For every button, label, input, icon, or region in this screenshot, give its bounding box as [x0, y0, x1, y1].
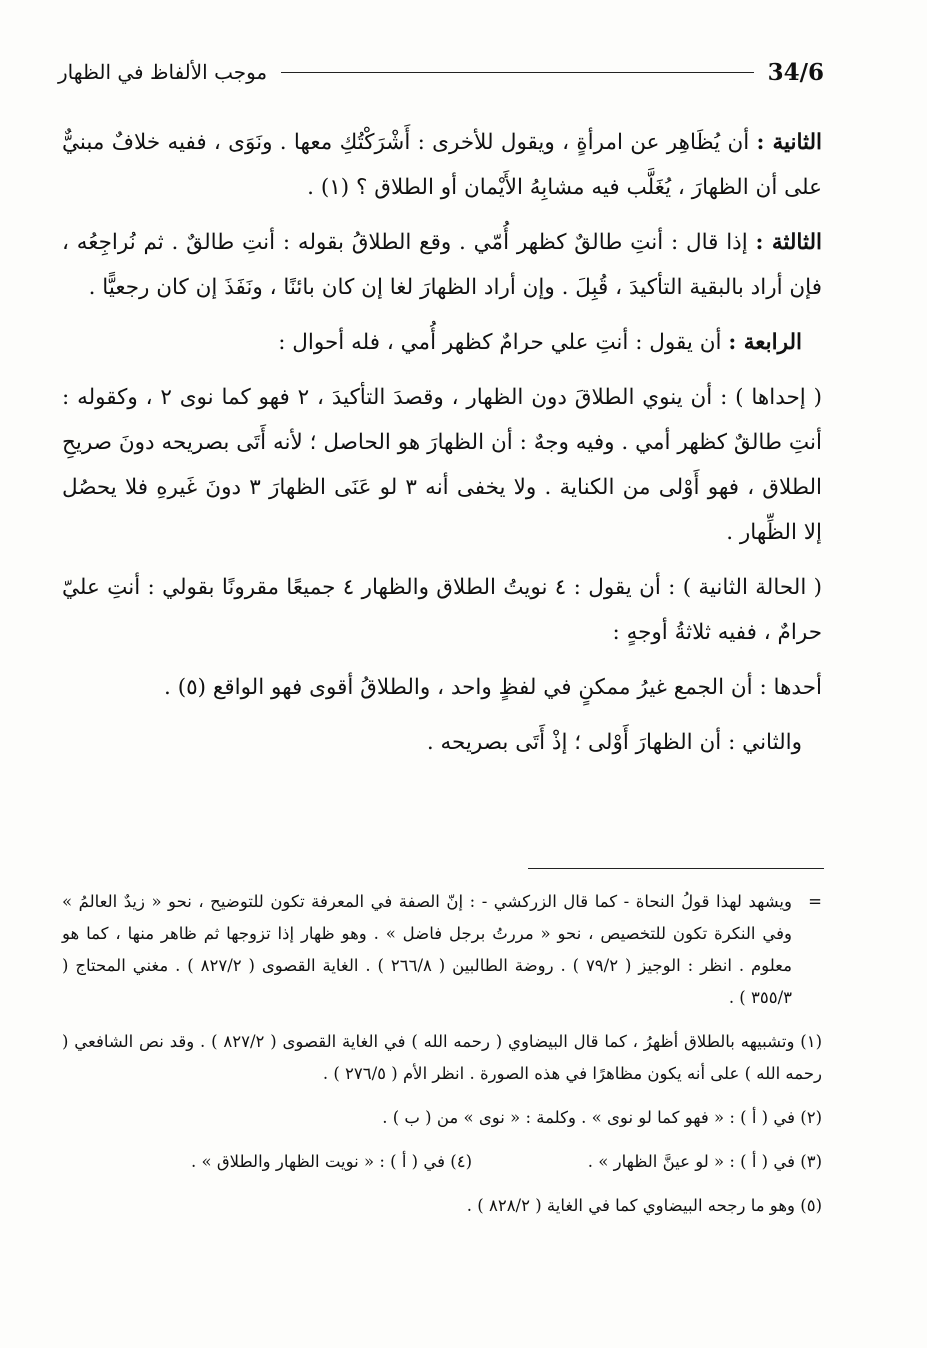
paragraph-lead: الثالثة :	[755, 230, 822, 255]
running-header	[58, 52, 824, 92]
footnote-4: (٤) في ( أ ) : « نويت الظهار والطلاق » .	[191, 1152, 472, 1171]
footnote-text: ويشهد لهذا قولُ النحاة - كما قال الزركشي - : إنّ الصفة في المعرفة تكون للتوضيح ، نحو « زيدٌ العالمُ » وفي النكرة تكون للتخصيص ، نحو « مررتُ برجل فاضل » . وهو ظهار إذا تزوجها ثم ظاهر منها ، كما هو معلوم . انظر : الوجيز ( ٧٩/٢ ) . روضة الطالبين ( ٢٦٦/٨ ) . الغاية القصوى ( ٨٢٧/٢ ) . مغني المحتاج ( ٣٥٥/٣ ) .	[62, 892, 792, 1007]
paragraph-view-one	[62, 665, 822, 710]
paragraph-second	[62, 120, 822, 210]
paragraph-lead: الثانية :	[756, 130, 823, 155]
paragraph-text: ( إحداها ) : أن ينوي الطلاقَ دون الظهار ، وقصدَ التأكيدَ ، ٢ فهو كما نوى ٢ ، وكقوله : أنتِ طالقٌ كظهر أمي . وفيه وجهٌ : أن الظهارَ هو الحاصل ؛ لأنه أَتَى بصريحه دونَ صريحِ الطلاق ، فهو أَوْلى من الكناية . ولا يخفى أنه ٣ لو عَنَى الظهارَ ٣ دونَ غَيرهِ فلا يحصُل إلا الظِّهار .	[62, 385, 822, 545]
running-title: موجب الألفاظ في الظهار	[58, 60, 268, 84]
footnotes	[62, 886, 822, 1234]
paragraph-text: أن يُظَاهِر عن امرأةٍ ، ويقول للأخرى : أَشْرَكْتُكِ معها . ونَوَى ، ففيه خلافٌ مبنيٌّ على أن الظهارَ ، يُغَلَّب فيه مشابِهُ الأَيْمان أو الطلاق ؟ (١) .	[62, 130, 822, 200]
footnote-3: (٣) في ( أ ) : « لو عينَّ الظهار » .	[587, 1152, 822, 1171]
paragraph-case-two	[62, 565, 822, 655]
footnote-continuation	[62, 886, 822, 1014]
paragraph-third	[62, 220, 822, 310]
paragraph-lead: الرابعة :	[728, 330, 802, 355]
page-number: 34/6	[767, 58, 824, 86]
paragraph-fourth	[62, 320, 822, 365]
paragraph-text: أن يقول : أنتِ علي حرامٌ كظهر أُمي ، فله أحوال :	[278, 330, 729, 355]
footnote-row-3-4	[62, 1146, 822, 1178]
paragraph-text: إذا قال : أنتِ طالقٌ كظهر أُمّي . وقع الطلاقُ بقوله : أنتِ طالقٌ . ثم نُراجِعُه ، فإن أراد بالبقية التأكيدَ ، قُبِلَ . وإن أراد الظهارَ لغا إن كان بائنًا ، ونَفَذَ إن كان رجعيًّا .	[62, 230, 822, 300]
footnote-5: (٥) وهو ما رجحه البيضاوي كما في الغاية ( ٨٢٨/٢ ) .	[466, 1196, 822, 1215]
footnote-2: (٢) في ( أ ) : « فهو كما لو نوى » . وكلمة : « نوى » من ( ب ) .	[382, 1108, 822, 1127]
footnote-separator	[528, 868, 824, 869]
paragraph-view-two	[62, 720, 822, 765]
paragraph-text: والثاني : أن الظهارَ أَوْلى ؛ إذْ أَتَى بصريحه .	[426, 730, 802, 755]
main-text	[62, 120, 822, 775]
continuation-mark: =	[808, 892, 822, 911]
paragraph-text: أحدها : أن الجمع غيرُ ممكنٍ في لفظٍ واحد ، والطلاقُ أقوى فهو الواقع (٥) .	[164, 675, 822, 700]
paragraph-case-one	[62, 375, 822, 555]
header-rule	[281, 72, 753, 73]
paragraph-text: ( الحالة الثانية ) : أن يقول : ٤ نويتُ الطلاق والظهار ٤ جميعًا مقرونًا بقولي : أنتِ عليّ حرامٌ ، ففيه ثلاثةُ أوجهٍ :	[62, 575, 822, 645]
footnote-1: (١) وتشبيهه بالطلاق أظهرُ ، كما قال البيضاوي ( رحمه الله ) في الغاية القصوى ( ٨٢٧/٢ ) . وقد نص الشافعي ( رحمه الله ) على أنه يكون مظاهرًا في هذه الصورة . انظر الأم ( ٢٧٦/٥ ) .	[62, 1032, 822, 1083]
